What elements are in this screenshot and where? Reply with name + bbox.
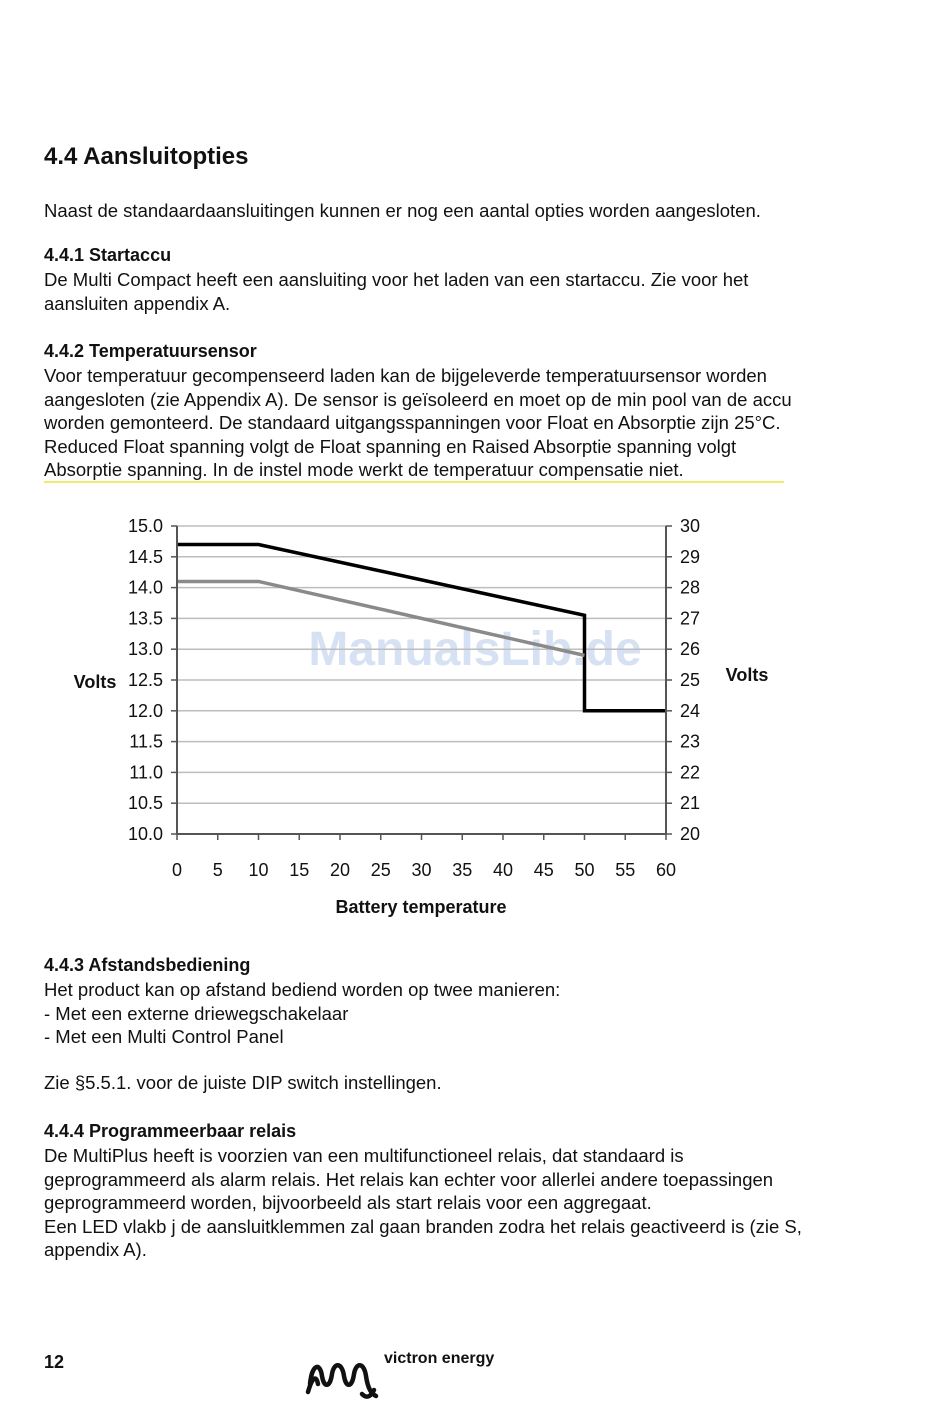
y-tick-label-left: 13.0 <box>127 639 163 660</box>
y-tick-label-left: 10.5 <box>127 793 163 814</box>
text-line: Het product kan op afstand bediend worden op twee manieren: <box>44 979 561 1000</box>
x-tick-label: 40 <box>492 860 514 880</box>
x-tick-label: 10 <box>248 860 269 880</box>
x-tick-label: 35 <box>452 860 473 880</box>
paragraph-441 <box>44 268 748 315</box>
y-tick-label-left: 14.5 <box>127 546 163 567</box>
text-line: Absorptie spanning. In de instel mode werkt de temperatuur compensatie niet. <box>44 459 684 480</box>
text-line: Reduced Float spanning volgt de Float spanning en Raised Absorptie spanning volgt <box>44 435 737 457</box>
text-line: geprogrammeerd worden, bijvoorbeeld als start relais voor een aggregaat. <box>44 1192 652 1213</box>
y-tick-label-right: 29 <box>680 546 701 567</box>
brand-name: victron energy <box>384 1350 495 1367</box>
list-item: - Met een Multi Control Panel <box>44 1026 284 1047</box>
y-tick-label-right: 25 <box>680 670 701 690</box>
text-line: Een LED vlakb j de aansluitklemmen zal gaan branden zodra het relais geactiveerd is (zie S, <box>44 1215 802 1237</box>
text-line: appendix A). <box>44 1239 147 1260</box>
paragraph-444 <box>44 1144 802 1262</box>
x-tick-label: 20 <box>329 860 351 880</box>
text-line: De Multi Compact heeft een aansluiting voor het laden van een startaccu. Zie voor het <box>44 269 749 290</box>
y-tick-label-right: 28 <box>680 577 701 598</box>
victron-logo-icon <box>304 1354 380 1400</box>
y-tick-label-left: 13.5 <box>127 608 163 629</box>
section-intro: Naast de standaardaansluitingen kunnen er nog een aantal opties worden aangesloten. <box>44 200 761 221</box>
x-tick-label: 25 <box>370 860 391 880</box>
watermark: ManualsLib.de <box>308 623 642 676</box>
x-tick-label: 50 <box>574 860 595 880</box>
x-tick-label: 30 <box>411 860 432 880</box>
chart-axes <box>128 516 700 880</box>
x-tick-label: 45 <box>533 860 554 880</box>
x-axis-label: Battery temperature <box>335 897 507 917</box>
highlight-underline <box>44 481 784 483</box>
text-line: aangesloten (zie Appendix A). De sensor is geïsoleerd en moet op de min pool van de accu <box>44 388 792 410</box>
text-line: De MultiPlus heeft is voorzien van een multifunctioneel relais, dat standaard is <box>44 1145 684 1166</box>
section-title: 4.4 Aansluitopties <box>44 143 249 170</box>
y-axis-label-right: Volts <box>725 665 769 685</box>
x-tick-label: 60 <box>655 860 677 880</box>
heading-444: 4.4.4 Programmeerbaar relais <box>44 1121 297 1141</box>
y-tick-label-right: 21 <box>680 793 701 814</box>
x-tick-label: 0 <box>171 860 183 880</box>
y-tick-label-left: 10.0 <box>127 824 163 844</box>
x-tick-label: 15 <box>289 860 310 880</box>
y-tick-label-left: 12.0 <box>127 700 163 721</box>
y-tick-label-left: 11.0 <box>129 762 163 783</box>
paragraph-443 <box>44 978 560 1049</box>
text-line: worden gemonteerd. De standaard uitgangsspanningen voor Float en Absorptie zijn 25°C. <box>44 412 781 433</box>
temperature-compensation-chart <box>0 500 950 940</box>
heading-443: 4.4.3 Afstandsbediening <box>44 955 251 975</box>
x-tick-label: 55 <box>615 860 636 880</box>
y-tick-label-right: 22 <box>680 762 701 783</box>
y-tick-label-right: 27 <box>680 608 701 629</box>
y-axis-label-left: Volts <box>73 672 117 692</box>
y-tick-label-right: 20 <box>680 824 701 844</box>
y-tick-label-left: 14.0 <box>127 577 163 598</box>
x-tick-label: 5 <box>212 860 223 880</box>
y-tick-label-right: 26 <box>680 639 701 660</box>
paragraph-442 <box>44 364 792 482</box>
y-tick-label-right: 30 <box>680 516 701 536</box>
text-line: geprogrammeerd als alarm relais. Het relais kan echter voor allerlei andere toepassingen <box>44 1168 774 1190</box>
y-tick-label-left: 15.0 <box>127 516 163 536</box>
y-tick-label-left: 11.5 <box>129 731 163 752</box>
heading-441: 4.4.1 Startaccu <box>44 245 172 265</box>
text-line: aansluiten appendix A. <box>44 292 231 314</box>
page-number: 12 <box>44 1352 65 1372</box>
list-item: - Met een externe driewegschakelaar <box>44 1002 349 1024</box>
dip-switch-note: Zie §5.5.1. voor de juiste DIP switch instellingen. <box>44 1072 442 1093</box>
y-tick-label-left: 12.5 <box>127 670 163 690</box>
y-tick-label-right: 24 <box>680 700 701 721</box>
y-tick-label-right: 23 <box>680 731 701 752</box>
text-line: Voor temperatuur gecompenseerd laden kan de bijgeleverde temperatuursensor worden <box>44 365 767 386</box>
heading-442: 4.4.2 Temperatuursensor <box>44 341 257 361</box>
grid-lines <box>177 526 666 834</box>
